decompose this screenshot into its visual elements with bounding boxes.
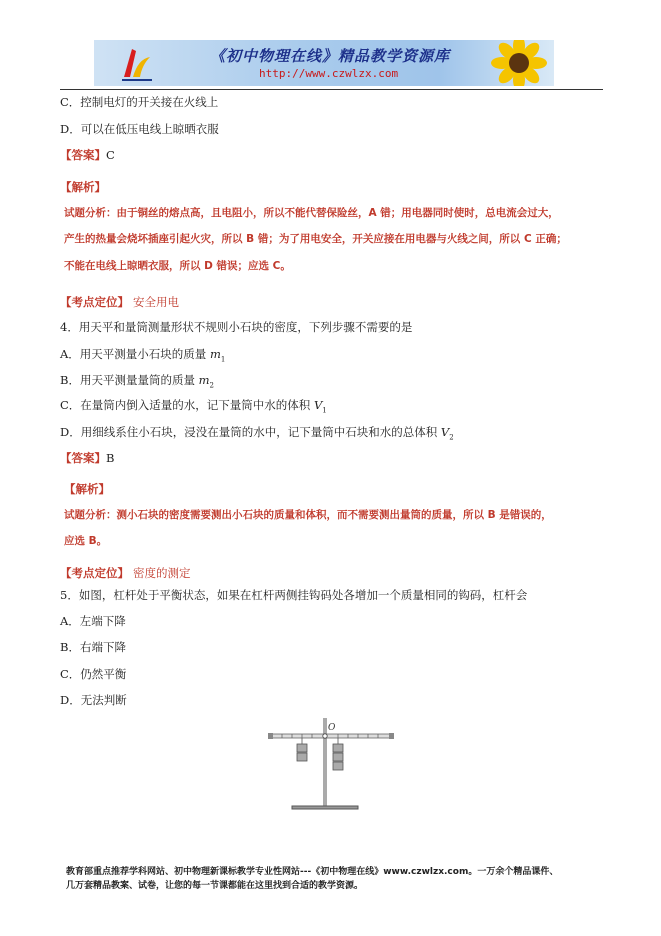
q3-option-c: C．控制电灯的开关接在火线上 bbox=[60, 95, 219, 109]
q4-explanation-line-2: 应选 B。 bbox=[64, 535, 108, 547]
q4-option-c-text: C．在量筒内倒入适量的水，记下量筒中水的体积 bbox=[60, 398, 314, 412]
q5-option-d: D．无法判断 bbox=[60, 693, 127, 707]
q4-option-b bbox=[60, 373, 214, 392]
q4-option-d-sub: 2 bbox=[449, 433, 454, 442]
q4-option-a-var: m bbox=[209, 347, 221, 361]
q4-answer-tag: 【答案】 bbox=[60, 451, 106, 465]
lever-stand bbox=[292, 718, 358, 809]
q3-explanation-line-1: 试题分析：由于铜丝的熔点高，且电阻小，所以不能代替保险丝，A 错；用电器同时使时，总电流会过大， bbox=[64, 207, 559, 219]
q5-stem: 5．如图，杠杆处于平衡状态，如果在杠杆两侧挂钩码处各增加一个质量相同的钩码，杠杆会 bbox=[60, 588, 528, 602]
q4-stem: 4．用天平和量筒测量形状不规则小石块的密度，下列步骤不需要的是 bbox=[60, 320, 413, 334]
site-logo-icon bbox=[116, 43, 156, 83]
pivot-label: O bbox=[328, 723, 336, 733]
q4-option-c bbox=[60, 398, 327, 417]
q5-option-c: C．仍然平衡 bbox=[60, 667, 127, 681]
q3-answer bbox=[60, 148, 115, 162]
q4-option-a-sub: 1 bbox=[220, 355, 226, 364]
q3-key-point bbox=[60, 295, 179, 309]
q4-option-c-var: V bbox=[313, 398, 323, 412]
q3-option-d: D．可以在低压电线上晾晒衣服 bbox=[60, 122, 219, 136]
q3-point-tag: 【考点定位】 bbox=[60, 295, 129, 309]
left-weights bbox=[297, 738, 307, 761]
q3-explanation-line-2: 产生的热量会烧坏插座引起火灾，所以 B 错；为了用电安全，开关应接在用电器与火线之间，所以 C 正确； bbox=[64, 233, 567, 245]
lever-figure bbox=[268, 716, 394, 812]
q4-answer bbox=[60, 451, 114, 465]
q4-point-value: 密度的测定 bbox=[133, 566, 191, 580]
q4-explanation-line-1: 试题分析：测小石块的密度需要测出小石块的质量和体积，而不需要测出量筒的质量，所以 B 是错误的， bbox=[64, 509, 552, 521]
q3-analysis-tag: 【解析】 bbox=[60, 180, 106, 194]
q4-analysis-tag: 【解析】 bbox=[64, 482, 110, 496]
footer-line-2: 几万套精品教案、试卷，让您的每一节课都能在这里找到合适的教学资源。 bbox=[66, 881, 364, 891]
banner-url[interactable]: http://www.czwlzx.com bbox=[259, 67, 399, 80]
q4-option-d-text: D．用细线系住小石块，浸没在量筒的水中，记下量筒中石块和水的总体积 bbox=[60, 425, 441, 439]
lever-beam bbox=[268, 733, 394, 739]
q5-option-a: A．左端下降 bbox=[60, 614, 126, 628]
banner-title: 《初中物理在线》精品教学资源库 bbox=[210, 47, 451, 65]
q4-point-tag: 【考点定位】 bbox=[60, 566, 129, 580]
q4-option-b-text: B．用天平测量量筒的质量 bbox=[60, 373, 199, 387]
q4-option-b-sub: 2 bbox=[209, 381, 214, 390]
q4-option-d bbox=[60, 425, 454, 444]
sunflower-icon bbox=[488, 40, 550, 86]
q4-key-point bbox=[60, 566, 191, 580]
q3-point-value: 安全用电 bbox=[133, 295, 180, 309]
q4-option-a bbox=[60, 347, 225, 366]
q4-option-b-var: m bbox=[198, 373, 210, 387]
q4-option-a-text: A．用天平测量小石块的质量 bbox=[60, 347, 210, 361]
q4-answer-value: B bbox=[106, 451, 115, 465]
q3-answer-value: C bbox=[106, 148, 115, 162]
q4-option-c-sub: 1 bbox=[322, 406, 327, 415]
q3-answer-tag: 【答案】 bbox=[60, 148, 106, 162]
header-rule bbox=[60, 89, 603, 90]
q5-option-b: B．右端下降 bbox=[60, 640, 126, 654]
q3-explanation-line-3: 不能在电线上晾晒衣服，所以 D 错误；应选 C。 bbox=[64, 260, 291, 272]
footer-line-1: 教育部重点推荐学科网站、初中物理新课标教学专业性网站---《初中物理在线》www.czwlzx.com。一万余个精品课件、 bbox=[66, 867, 559, 877]
q4-option-d-var: V bbox=[440, 425, 450, 439]
right-weights bbox=[333, 738, 343, 770]
header-banner bbox=[94, 40, 554, 86]
